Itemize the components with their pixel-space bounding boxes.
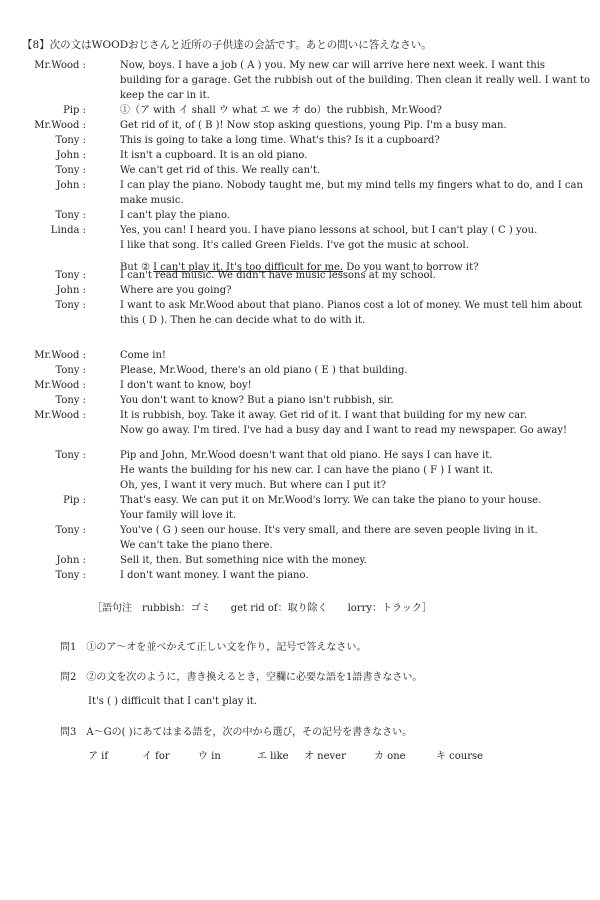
question-2: 問2 ②の文を次のように，書き換えるとき，空欄に必要な語を1語書きなさい。 (60, 672, 423, 683)
speaker-label: John : (56, 150, 86, 161)
answer-option: エ like (257, 751, 289, 762)
speaker-label: John : (56, 285, 86, 296)
dialogue-line: Sell it, then. But something nice with the money. (120, 555, 367, 566)
dialogue-line: I don't want to know, boy! (120, 380, 252, 391)
dialogue-line: It is rubbish, boy. Take it away. Get rid of it. I want that building for my new car. (120, 410, 527, 421)
answer-option: キ course (436, 751, 484, 762)
speaker-label: Tony : (55, 570, 86, 581)
dialogue-line: Pip and John, Mr.Wood doesn't want that old piano. He says I can have it. (120, 450, 493, 461)
dialogue-line: keep the car in it. (120, 90, 210, 101)
question-2-sentence: It's ( ) difficult that I can't play it. (88, 696, 258, 707)
line-suffix: Do you want to borrow it? (346, 262, 479, 273)
underlined-sentence: I can't play it. It's too difficult for me. (153, 262, 344, 273)
dialogue-line: We can't take the piano there. (120, 540, 273, 551)
speaker-label: Tony : (55, 300, 86, 311)
dialogue-line: Oh, yes, I want it very much. But where can I put it? (120, 480, 386, 491)
answer-option: ウ in (198, 751, 221, 762)
speaker-label: Tony : (55, 165, 86, 176)
dialogue-line: this ( D ). Then he can decide what to do with it. (120, 315, 366, 326)
dialogue-line: Now go away. I'm tired. I've had a busy day and I want to read my newspaper. Go away! (120, 425, 568, 436)
speaker-label: Tony : (55, 395, 86, 406)
dialogue-line: Where are you going? (120, 285, 232, 296)
dialogue-line: This is going to take a long time. What's this? Is it a cupboard? (120, 135, 440, 146)
question-3: 問3 A～Gの( )にあてはまる語を，次の中から選び，その記号を書きなさい。 (60, 727, 413, 738)
glossary: ［語句注 rubbish：ゴミ get rid of：取り除く lorry：トラック］ (92, 603, 432, 614)
dialogue-line: I can play the piano. Nobody taught me, but my mind tells my fingers what to do, and I can (120, 180, 583, 191)
dialogue-line: I want to ask Mr.Wood about that piano. Pianos cost a lot of money. We must tell him about (120, 300, 583, 311)
line-prefix: But ② (120, 262, 150, 273)
answer-option: ア if (88, 751, 109, 762)
speaker-label: Tony : (55, 210, 86, 221)
speaker-label: Tony : (55, 365, 86, 376)
dialogue-line: make music. (120, 195, 184, 206)
answer-option: カ one (374, 751, 406, 762)
speaker-label: Mr.Wood : (34, 410, 86, 421)
dialogue-line: I like that song. It's called Green Fields. I've got the music at school. (120, 240, 469, 251)
dialogue-line: That's easy. We can put it on Mr.Wood's lorry. We can take the piano to your house. (120, 495, 542, 506)
speaker-label: Tony : (55, 270, 86, 281)
speaker-label: Mr.Wood : (34, 120, 86, 131)
dialogue-line: I can't read music. We didn't have music lessons at my school. (120, 270, 436, 281)
dialogue-line: I can't play the piano. (120, 210, 231, 221)
section-header: 【8】次の文はWOODおじさんと近所の子供達の会話です。あとの問いに答えなさい。 (22, 39, 432, 51)
dialogue-line: Your family will love it. (120, 510, 237, 521)
question-1: 問1 ①のア～オを並べかえて正しい文を作り，記号で答えなさい。 (60, 642, 367, 653)
dialogue-line: It isn't a cupboard. It is an old piano. (120, 150, 308, 161)
speaker-label: Tony : (55, 135, 86, 146)
speaker-label: Mr.Wood : (34, 60, 86, 71)
speaker-label: Pip : (63, 495, 86, 506)
speaker-label: Mr.Wood : (34, 380, 86, 391)
dialogue-line: Please, Mr.Wood, there's an old piano ( E ) that building. (120, 365, 408, 376)
speaker-label: Tony : (55, 525, 86, 536)
speaker-label: Tony : (55, 450, 86, 461)
speaker-label: Linda : (50, 225, 86, 236)
dialogue-line: You don't want to know? But a piano isn't rubbish, sir. (120, 395, 394, 406)
dialogue-line: ①（ア with イ shall ウ what エ we オ do）the rubbish, Mr.Wood? (120, 105, 442, 116)
answer-option: イ for (142, 751, 170, 762)
dialogue-line: We can't get rid of this. We really can't. (120, 165, 321, 176)
speaker-label: Mr.Wood : (34, 350, 86, 361)
speaker-label: John : (56, 555, 86, 566)
speaker-label: Pip : (63, 105, 86, 116)
dialogue-line: Yes, you can! I heard you. I have piano lessons at school, but I can't play ( C ) you. (120, 225, 538, 236)
dialogue-line: Now, boys. I have a job ( A ) you. My new car will arrive here next week. I want this (120, 60, 546, 71)
speaker-label: John : (56, 180, 86, 191)
answer-option: オ never (304, 751, 346, 762)
dialogue-line: He wants the building for his new car. I can have the piano ( F ) I want it. (120, 465, 494, 476)
dialogue-line: building for a garage. Get the rubbish out of the building. Then clean it really well. I want to (120, 75, 591, 86)
dialogue-line: Get rid of it, of ( B )! Now stop asking questions, young Pip. I'm a busy man. (120, 120, 507, 131)
dialogue-line: I don't want money. I want the piano. (120, 570, 309, 581)
dialogue-line: Come in! (120, 350, 166, 361)
linda-underlined-line (120, 262, 478, 274)
dialogue-line: You've ( G ) seen our house. It's very small, and there are seven people living in it. (120, 525, 538, 536)
